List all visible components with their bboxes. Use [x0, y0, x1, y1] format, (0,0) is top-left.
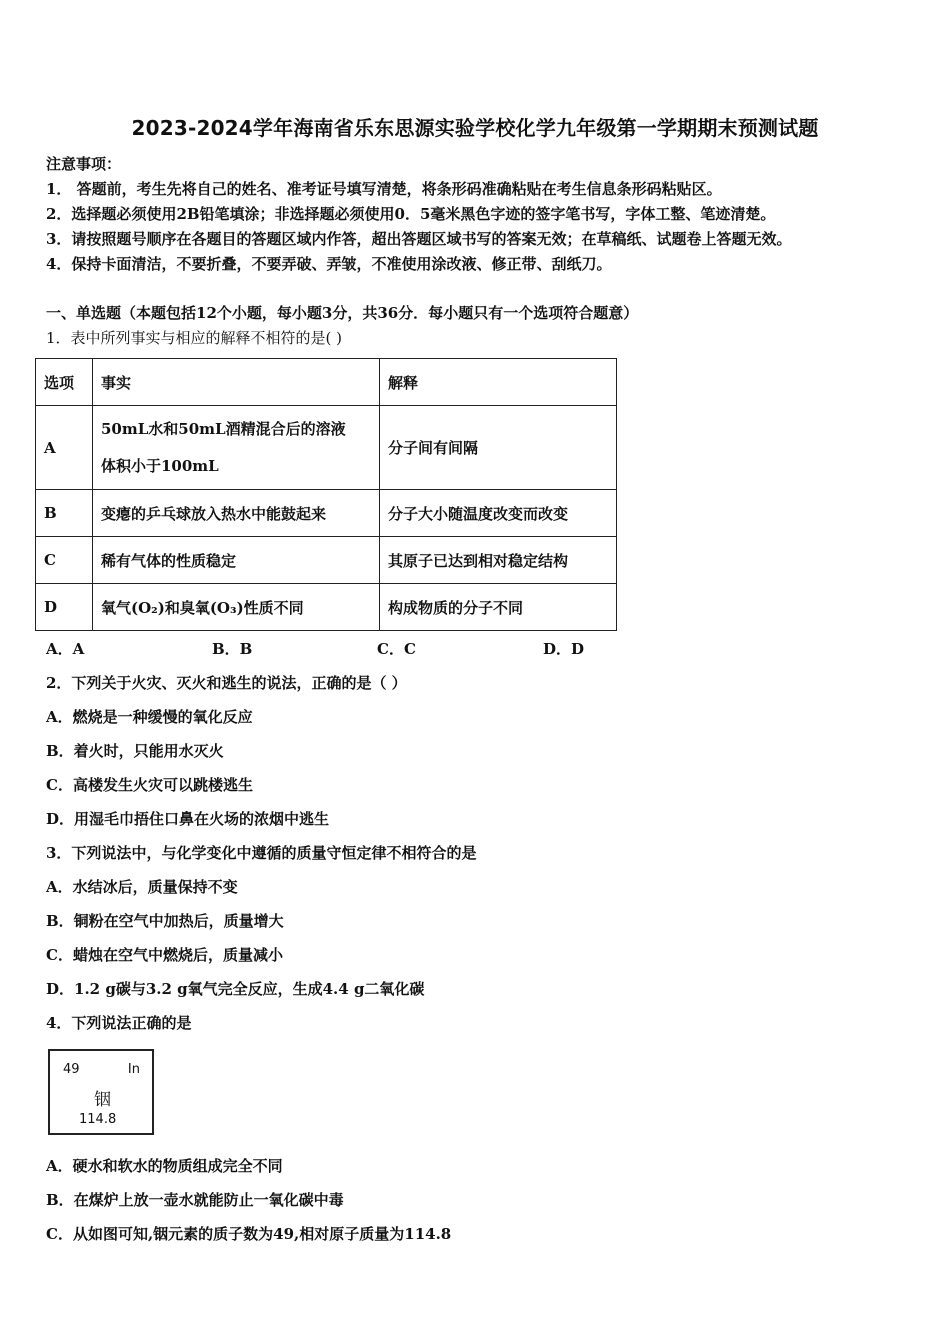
- answer-option: A．A: [46, 640, 85, 658]
- answer-option: A．燃烧是一种缓慢的氧化反应: [46, 708, 253, 726]
- answer-option: B．铜粉在空气中加热后，质量增大: [46, 912, 284, 930]
- answer-option: B．着火时，只能用水灭火: [46, 742, 224, 760]
- page-title: 2023-2024学年海南省乐东思源实验学校化学九年级第一学期期末预测试题: [131, 116, 819, 140]
- element-name: 铟: [94, 1090, 111, 1110]
- notice-item: 4．保持卡面清洁，不要折叠，不要弄破、弄皱，不准使用涂改液、修正带、刮纸刀。: [46, 255, 612, 273]
- question-stem: 3．下列说法中，与化学变化中遵循的质量守恒定律不相符合的是: [46, 844, 477, 862]
- table-cell: 分子间有间隔: [380, 406, 617, 490]
- table-cell: 氧气(O₂)和臭氧(O₃)性质不同: [93, 584, 380, 631]
- table-row: [36, 490, 617, 537]
- table-cell: 稀有气体的性质稳定: [93, 537, 380, 584]
- table-header: 选项: [36, 359, 93, 406]
- question-stem: 1．表中所列事实与相应的解释不相符的是( ): [46, 329, 343, 347]
- table-cell: B: [36, 490, 93, 537]
- notice-item: 3．请按照题号顺序在各题目的答题区域内作答，超出答题区域书写的答案无效；在草稿纸、试题卷上答题无效。: [46, 230, 792, 248]
- table-cell: C: [36, 537, 93, 584]
- answer-option: B．在煤炉上放一壶水就能防止一氧化碳中毒: [46, 1191, 344, 1209]
- answer-option: A．水结冰后，质量保持不变: [46, 878, 238, 896]
- table-header: 事实: [93, 359, 380, 406]
- question-stem: 4．下列说法正确的是: [46, 1014, 192, 1032]
- answer-option: D．D: [543, 640, 585, 658]
- table-cell-line: 50mL水和50mL酒精混合后的溶液: [101, 419, 346, 438]
- facts-table: [35, 358, 617, 631]
- answer-option: C．高楼发生火灾可以跳楼逃生: [46, 776, 253, 794]
- answer-option: D．用湿毛巾捂住口鼻在火场的浓烟中逃生: [46, 810, 330, 828]
- table-cell: 变瘪的乒乓球放入热水中能鼓起来: [93, 490, 380, 537]
- answer-option: C．C: [377, 640, 416, 658]
- section-heading: 一、单选题（本题包括12个小题，每小题3分，共36分．每小题只有一个选项符合题意）: [46, 304, 639, 322]
- element-symbol: In: [127, 1062, 140, 1077]
- table-row: [36, 584, 617, 631]
- question-stem: 2．下列关于火灾、灭火和逃生的说法，正确的是（ ）: [46, 674, 407, 692]
- table-cell: 分子大小随温度改变而改变: [380, 490, 617, 537]
- table-cell: 构成物质的分子不同: [380, 584, 617, 631]
- notice-item: 1． 答题前，考生先将自己的姓名、准考证号填写清楚，将条形码准确粘贴在考生信息条形码粘贴区。: [46, 180, 722, 198]
- answer-option: A．硬水和软水的物质组成完全不同: [46, 1157, 283, 1175]
- answer-option: D．1.2 g碳与3.2 g氧气完全反应，生成4.4 g二氧化碳: [46, 980, 425, 998]
- table-cell-line: 体积小于100mL: [101, 456, 219, 475]
- atomic-mass: 114.8: [79, 1112, 117, 1127]
- table-row: [36, 537, 617, 584]
- answer-option: C．蜡烛在空气中燃烧后，质量减小: [46, 946, 283, 964]
- table-header: 解释: [380, 359, 617, 406]
- element-card: [48, 1049, 154, 1135]
- table-cell: A: [36, 406, 93, 490]
- table-header-row: [36, 359, 617, 406]
- atomic-number: 49: [63, 1062, 80, 1077]
- table-cell: [93, 406, 380, 490]
- table-cell: D: [36, 584, 93, 631]
- notice-item: 2．选择题必须使用2B铅笔填涂；非选择题必须使用0．5毫米黑色字迹的签字笔书写，字体工整、笔迹清楚。: [46, 205, 776, 223]
- notice-heading: 注意事项：: [46, 155, 122, 173]
- answer-option: C．从如图可知,铟元素的质子数为49,相对原子质量为114.8: [46, 1225, 452, 1243]
- table-row: [36, 406, 617, 490]
- table-cell: 其原子已达到相对稳定结构: [380, 537, 617, 584]
- answer-option: B．B: [212, 640, 253, 658]
